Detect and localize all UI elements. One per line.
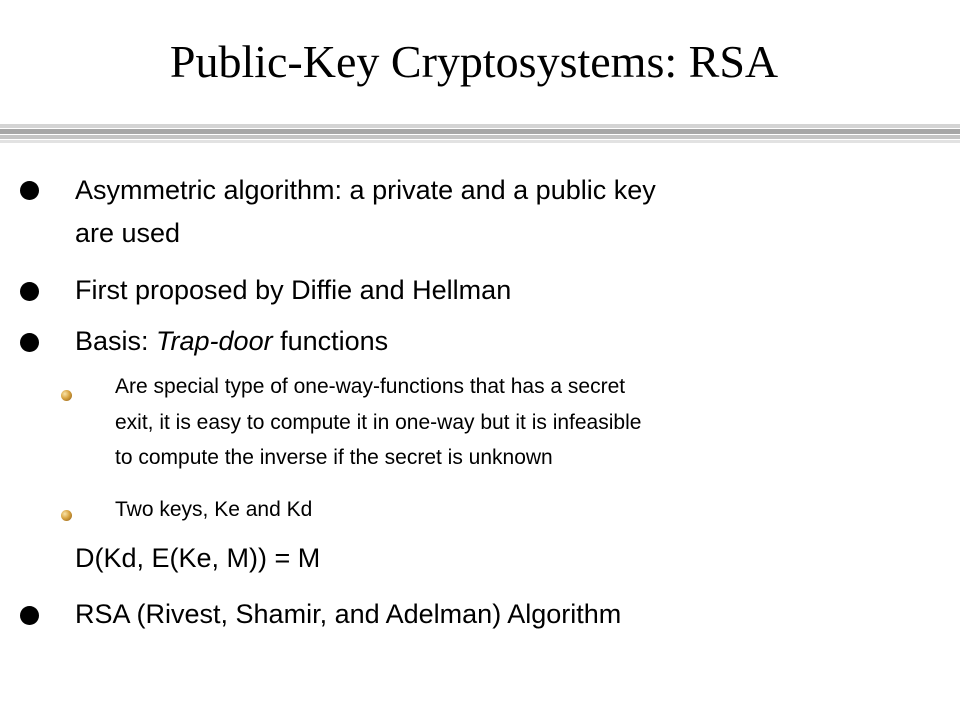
sub-bullet-1-line-3: to compute the inverse if the secret is unknown: [115, 446, 553, 469]
bullet-1-line-1: Asymmetric algorithm: a private and a public key: [75, 175, 656, 205]
bullet-4-text: RSA (Rivest, Shamir, and Adelman) Algorithm: [75, 599, 622, 629]
bullet-dot: [20, 606, 39, 625]
bullet-2-text: First proposed by Diffie and Hellman: [75, 275, 512, 305]
sub-bullet-1-line-2: exit, it is easy to compute it in one-way but it is infeasible: [115, 411, 642, 434]
sub-bullet-icon: [61, 510, 72, 521]
bullet-dot: [20, 181, 39, 200]
sub-bullet-icon: [61, 390, 72, 401]
bullet-3-suffix: functions: [272, 326, 389, 356]
bullet-1-line-2: are used: [75, 218, 181, 248]
sub-bullet-1-line-1: Are special type of one-way-functions that has a secret: [115, 375, 626, 398]
bullet-dot: [20, 282, 39, 301]
equation-text: D(Kd, E(Ke, M)) = M: [75, 543, 321, 573]
sub-bullet-2-text: Two keys, Ke and Kd: [115, 498, 313, 521]
bullet-dot: [20, 333, 39, 352]
bullet-3-emphasis: Trap-door: [156, 326, 273, 356]
bullet-3-prefix: Basis:: [75, 326, 157, 356]
bullet-3-text: [75, 323, 388, 359]
slide-title: Public-Key Cryptosystems: RSA: [169, 36, 779, 87]
